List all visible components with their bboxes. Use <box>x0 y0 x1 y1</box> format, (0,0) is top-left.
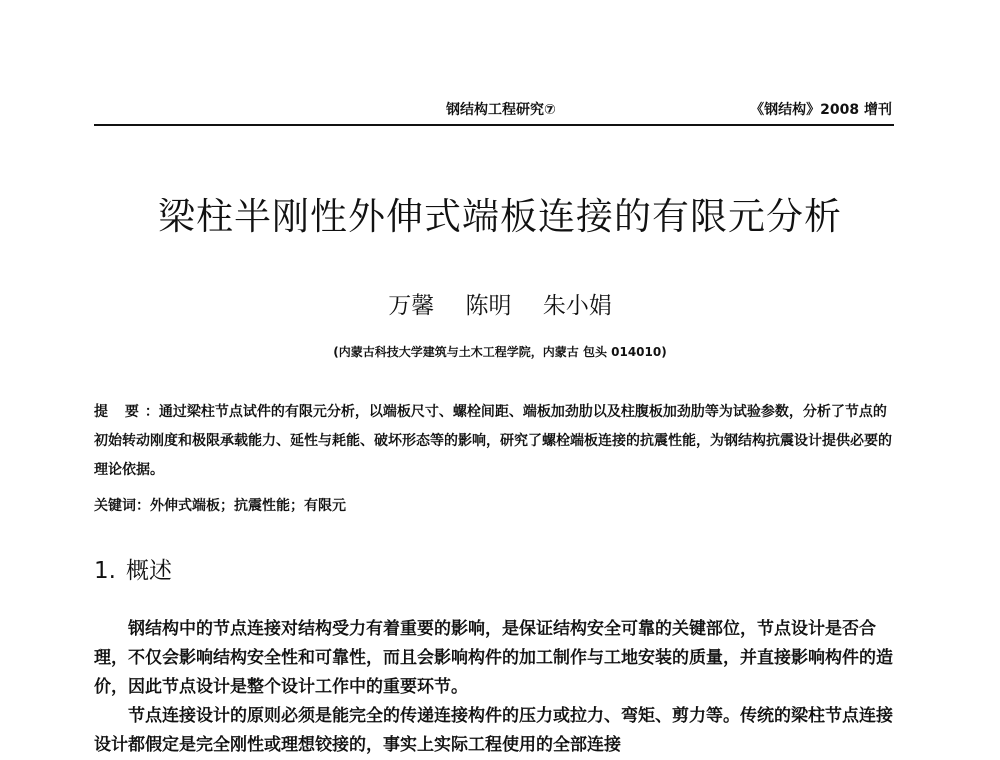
body-text <box>94 615 894 760</box>
keywords <box>94 494 894 518</box>
section-title: 概述 <box>125 558 172 584</box>
section-heading <box>94 552 172 585</box>
keywords-text: ：外伸式端板；抗震性能；有限元 <box>136 498 346 514</box>
author-name: 万馨 <box>388 293 435 319</box>
author-list <box>0 287 1000 320</box>
abstract-label: 提 要 <box>94 404 145 420</box>
author-name: 陈明 <box>465 293 512 319</box>
author-name: 朱小娟 <box>542 293 612 319</box>
abstract-text: ：通过梁柱节点试件的有限元分析，以端板尺寸、螺栓间距、端板加劲肋以及柱腹板加劲肋等为试验参数，分析了节点的初始转动刚度和极限承载能力、延性与耗能、破坏形态等的影响，研究了螺栓端板连接的抗震性能，为钢结构抗震设计提供必要的理论依据。 <box>94 404 892 478</box>
running-head <box>94 99 894 123</box>
body-paragraph: 钢结构中的节点连接对结构受力有着重要的影响，是保证结构安全可靠的关键部位，节点设计是否合理，不仅会影响结构安全性和可靠性，而且会影响构件的加工制作与工地安装的质量，并直接影响构件的造价，因此节点设计是整个设计工作中的重要环节。 <box>94 619 893 697</box>
abstract <box>94 398 894 485</box>
running-head-journal: 《钢结构》2008 增刊 <box>750 102 892 118</box>
paper-title: 梁柱半刚性外伸式端板连接的有限元分析 <box>158 195 842 238</box>
header-rule <box>94 124 894 126</box>
keywords-label: 关键词 <box>94 498 136 514</box>
affiliation: (内蒙古科技大学建筑与土木工程学院，内蒙古 包头 014010) <box>333 345 667 359</box>
body-paragraph: 节点连接设计的原则必须是能完全的传递连接构件的压力或拉力、弯矩、剪力等。传统的梁柱节点连接设计都假定是完全刚性或理想铰接的，事实上实际工程使用的全部连接 <box>94 706 893 755</box>
section-number: 1. <box>94 558 116 584</box>
running-head-series: 钢结构工程研究⑦ <box>446 102 556 118</box>
